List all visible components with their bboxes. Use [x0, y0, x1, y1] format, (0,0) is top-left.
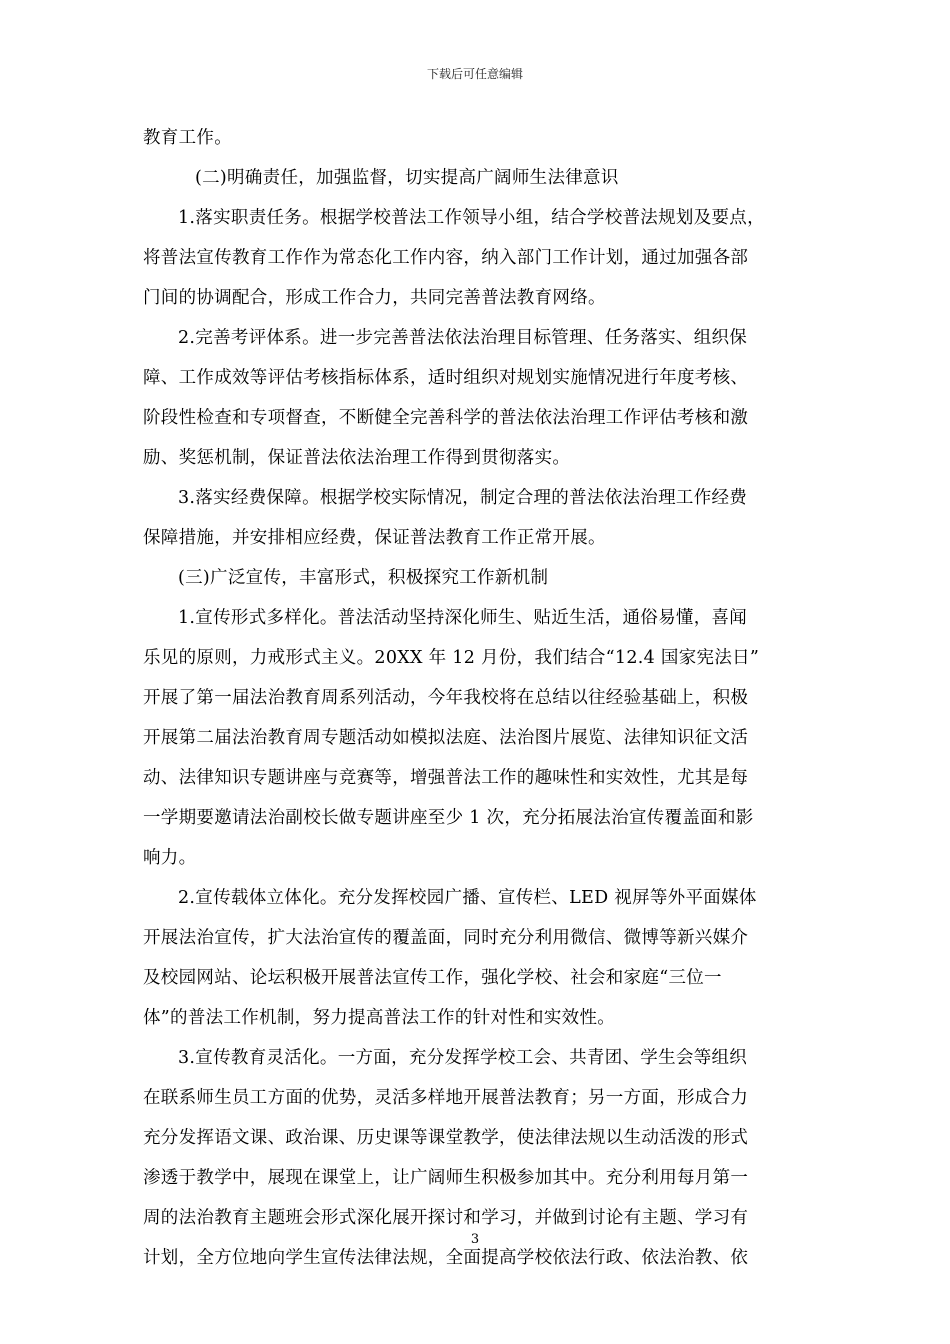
paragraph-2-1	[143, 198, 807, 318]
text-line: 开展了第一届法治教育周系列活动，今年我校将在总结以往经验基础上，积极	[143, 688, 749, 708]
text-line: 一学期要邀请法治副校长做专题讲座至少 1 次，充分拓展法治宣传覆盖面和影	[143, 808, 754, 828]
text-line: 3.宣传教育灵活化。一方面，充分发挥学校工会、共青团、学生会等组织	[178, 1048, 748, 1068]
text-line: 1.落实职责任务。根据学校普法工作领导小组，结合学校普法规划及要点，	[178, 208, 765, 228]
section-heading-3	[143, 558, 807, 598]
text-line: 开展第二届法治教育周专题活动如模拟法庭、法治图片展览、法律知识征文活	[143, 728, 749, 748]
paragraph-3-2	[143, 878, 807, 1038]
text-line: 体”的普法工作机制，努力提高普法工作的针对性和实效性。	[143, 1008, 616, 1028]
text-line: 响力。	[143, 848, 197, 868]
text-line: 及校园网站、论坛积极开展普法宣传工作，强化学校、社会和家庭“三位一	[143, 968, 722, 988]
text-line: 开展法治宣传，扩大法治宣传的覆盖面，同时充分利用微信、微博等新兴媒介	[143, 928, 749, 948]
text-line: 阶段性检查和专项督查，不断健全完善科学的普法依法治理工作评估考核和激	[143, 408, 749, 428]
page-header: 下载后可任意编辑	[426, 67, 523, 81]
text-line: 励、奖惩机制，保证普法依法治理工作得到贯彻落实。	[143, 448, 571, 468]
text-line: 保障措施，并安排相应经费，保证普法教育工作正常开展。	[143, 528, 606, 548]
text-line: 渗透于教学中，展现在课堂上，让广阔师生积极参加其中。充分利用每月第一	[143, 1168, 749, 1188]
paragraph-2-3	[143, 478, 807, 558]
text-line: 2.宣传载体立体化。充分发挥校园广播、宣传栏、LED 视屏等外平面媒体	[178, 888, 757, 908]
document-body	[143, 118, 807, 1278]
text-line: 3.落实经费保障。根据学校实际情况，制定合理的普法依法治理工作经费	[178, 488, 748, 508]
text-line: 充分发挥语文课、政治课、历史课等课堂教学，使法律法规以生动活泼的形式	[143, 1128, 749, 1148]
text-line: 将普法宣传教育工作作为常态化工作内容，纳入部门工作计划，通过加强各部	[143, 248, 749, 268]
text-line: 教育工作。	[143, 128, 232, 148]
text-line: 2.完善考评体系。进一步完善普法依法治理目标管理、任务落实、组织保	[178, 328, 748, 348]
text-line: 乐见的原则，力戒形式主义。20XX 年 12 月份，我们结合“12.4 国家宪法日”	[143, 648, 760, 668]
text-line: 门间的协调配合，形成工作合力，共同完善普法教育网络。	[143, 288, 606, 308]
text-line: 障、工作成效等评估考核指标体系，适时组织对规划实施情况进行年度考核、	[143, 368, 749, 388]
page-number: 3	[470, 1232, 480, 1247]
text-line: (三)广泛宣传，丰富形式，积极探究工作新机制	[178, 568, 549, 588]
text-line: 周的法治教育主题班会形式深化展开探讨和学习，并做到讨论有主题、学习有	[143, 1208, 749, 1228]
paragraph-continuation	[143, 118, 807, 158]
text-line: 1.宣传形式多样化。普法活动坚持深化师生、贴近生活，通俗易懂，喜闻	[178, 608, 748, 628]
paragraph-3-1	[143, 598, 807, 878]
text-line: 计划，全方位地向学生宣传法律法规，全面提高学校依法行政、依法治教、依	[143, 1248, 749, 1268]
section-heading-2	[143, 158, 807, 198]
text-line: 动、法律知识专题讲座与竞赛等，增强普法工作的趣味性和实效性，尤其是每	[143, 768, 749, 788]
paragraph-2-2	[143, 318, 807, 478]
text-line: 在联系师生员工方面的优势，灵活多样地开展普法教育；另一方面，形成合力	[143, 1088, 749, 1108]
text-line: (二)明确责任，加强监督，切实提高广阔师生法律意识	[195, 168, 619, 188]
